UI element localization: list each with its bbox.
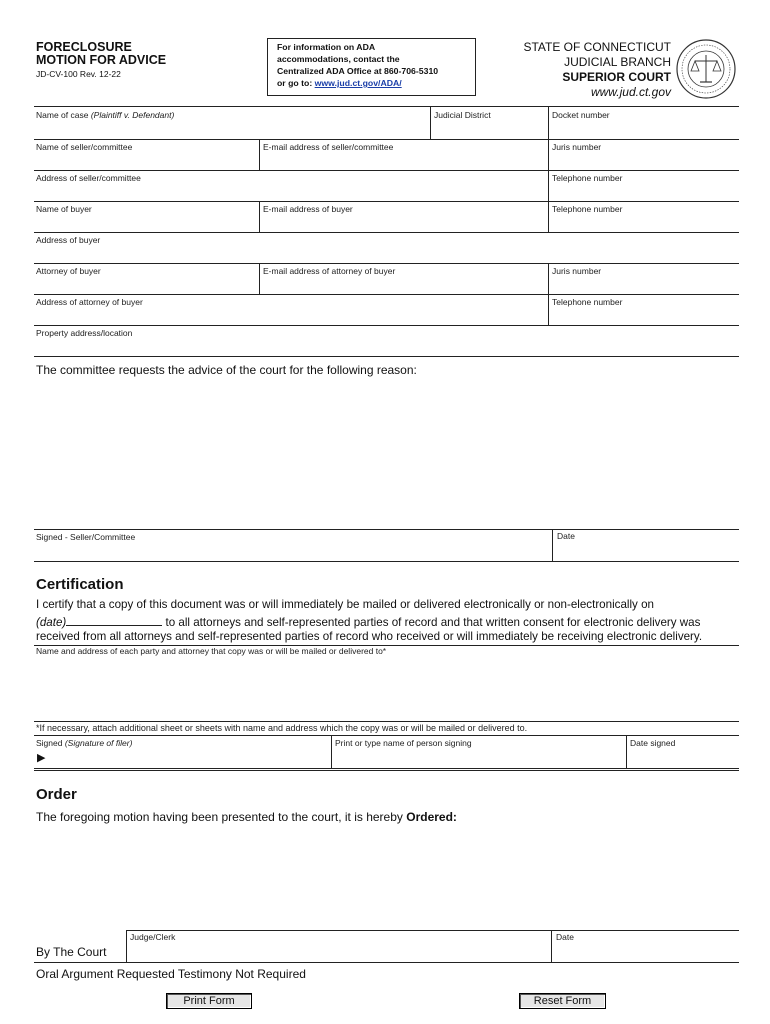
buyer-email-label: E-mail address of buyer bbox=[263, 204, 353, 214]
parties-address-field[interactable] bbox=[34, 657, 739, 720]
judge-clerk-field[interactable] bbox=[127, 931, 551, 962]
certification-date-field[interactable] bbox=[66, 614, 162, 626]
buyer-address-field[interactable] bbox=[34, 233, 739, 263]
seller-sign-date-label: Date bbox=[557, 531, 575, 541]
reason-statement: The committee requests the advice of the court for the following reason: bbox=[36, 363, 417, 377]
order-date-field[interactable] bbox=[552, 931, 739, 962]
reason-textarea[interactable] bbox=[34, 380, 739, 528]
print-form-button[interactable]: Print Form bbox=[166, 993, 252, 1009]
attorney-name-label: Attorney of buyer bbox=[36, 266, 101, 276]
form-id: JD-CV-100 Rev. 12-22 bbox=[36, 69, 121, 79]
attorney-email-label: E-mail address of attorney of buyer bbox=[263, 266, 396, 276]
attorney-address-label: Address of attorney of buyer bbox=[36, 297, 143, 307]
by-the-court-label: By The Court bbox=[36, 945, 107, 959]
certification-line3: received from all attorneys and self-represented parties of record who received or will immediately be receiving electronic delivery. bbox=[36, 630, 703, 643]
seller-name-label: Name of seller/committee bbox=[36, 142, 133, 152]
branch-name: JUDICIAL BRANCH bbox=[564, 55, 671, 69]
seller-address-label: Address of seller/committee bbox=[36, 173, 141, 183]
seller-telephone-label: Telephone number bbox=[552, 173, 623, 183]
form-title-line1: FORECLOSURE bbox=[36, 40, 132, 54]
judicial-seal-icon bbox=[675, 38, 737, 100]
seller-juris-label: Juris number bbox=[552, 142, 602, 152]
buyer-name-label: Name of buyer bbox=[36, 204, 92, 214]
ada-link[interactable]: www.jud.ct.gov/ADA/ bbox=[314, 78, 402, 88]
attorney-telephone-label: Telephone number bbox=[552, 297, 623, 307]
filer-signature-label: Signed (Signature of filer) bbox=[36, 738, 133, 748]
ada-info-text: For information on ADA accommodations, contact the Centralized ADA Office at 860-706-5310 or go to: www.jud.ct.gov/ADA/ bbox=[277, 42, 439, 88]
court-website: www.jud.ct.gov bbox=[590, 85, 671, 99]
seller-signature-label: Signed - Seller/Committee bbox=[36, 532, 136, 542]
additional-sheet-note: *If necessary, attach additional sheet or sheets with name and address which the copy was or will be mailed or delivered to. bbox=[36, 723, 528, 733]
sign-here-arrow-icon: ▶ bbox=[37, 752, 46, 764]
order-textarea[interactable] bbox=[34, 828, 739, 928]
order-heading: Order bbox=[36, 786, 77, 803]
certification-heading: Certification bbox=[36, 576, 124, 593]
state-name: STATE OF CONNECTICUT bbox=[523, 40, 671, 54]
form-title-line2: MOTION FOR ADVICE bbox=[36, 53, 167, 67]
date-signed-label: Date signed bbox=[630, 738, 676, 748]
judicial-district-label: Judicial District bbox=[434, 110, 491, 120]
reset-form-button[interactable]: Reset Form bbox=[519, 993, 606, 1009]
seller-email-label: E-mail address of seller/committee bbox=[263, 142, 394, 152]
attorney-juris-label: Juris number bbox=[552, 266, 602, 276]
certification-line2: (date) to all attorneys and self-represented parties of record and that written consent for electronic delivery was bbox=[36, 616, 701, 629]
buyer-address-label: Address of buyer bbox=[36, 235, 101, 245]
seller-sign-date-field[interactable] bbox=[553, 530, 739, 561]
order-date-label: Date bbox=[556, 932, 574, 942]
certification-line1: I certify that a copy of this document was or will immediately be mailed or delivered electronically or non-electronically on bbox=[36, 598, 654, 611]
print-name-label: Print or type name of person signing bbox=[335, 738, 472, 748]
court-name: SUPERIOR COURT bbox=[562, 70, 671, 84]
case-name-label: Name of case (Plaintiff v. Defendant) bbox=[36, 110, 175, 120]
buyer-telephone-label: Telephone number bbox=[552, 204, 623, 214]
order-statement: The foregoing motion having been presented to the court, it is hereby Ordered: bbox=[36, 810, 457, 824]
property-address-field[interactable] bbox=[34, 326, 739, 356]
property-address-label: Property address/location bbox=[36, 328, 133, 338]
parties-label: Name and address of each party and attorney that copy was or will be mailed or delivered to* bbox=[36, 646, 387, 656]
docket-number-label: Docket number bbox=[552, 110, 610, 120]
judge-clerk-label: Judge/Clerk bbox=[130, 932, 176, 942]
court-header bbox=[480, 40, 671, 100]
oral-argument-options: Oral Argument Requested Testimony Not Required bbox=[36, 967, 306, 981]
